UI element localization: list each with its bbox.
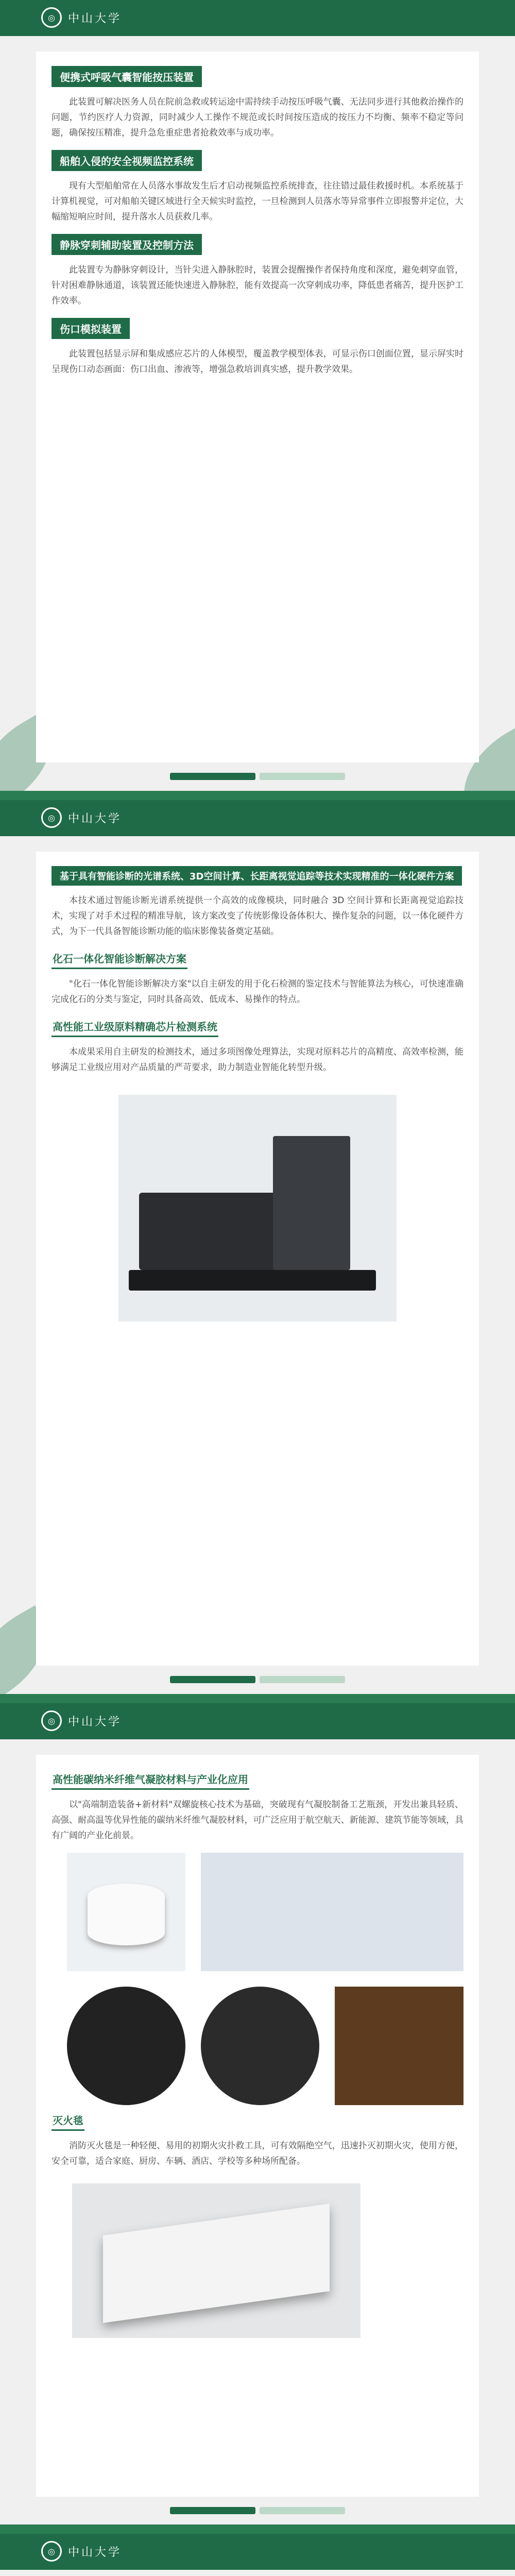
panel-3 xyxy=(0,1703,515,2524)
logo-text: 中山大学 xyxy=(68,2546,122,2559)
logo-text: 中山大学 xyxy=(68,12,122,25)
university-logo xyxy=(41,807,122,828)
aerogel-cylinder xyxy=(88,1884,165,1945)
section-title: 伤口模拟装置 xyxy=(52,318,130,339)
content-card xyxy=(36,1755,479,2497)
section-title: 船舶入侵的安全视频监控系统 xyxy=(52,150,202,171)
product-photo-detector xyxy=(118,1095,397,1321)
section-title: 基于具有智能诊断的光谱系统、3D空间计算、长距离视觉追踪等技术实现精准的一体化硬件方案 xyxy=(52,866,462,886)
panel-divider xyxy=(0,791,515,800)
section-title: 静脉穿刺辅助装置及控制方法 xyxy=(52,234,202,255)
section-body: "化石一体化智能诊断解决方案"以自主研发的用于化石检测的鉴定技术与智能算法为核心，可快速准确完成化石的分类与鉴定，同时具备高效、低成本、易操作的特点。 xyxy=(52,979,464,1005)
content-card xyxy=(36,852,479,1666)
aerogel-photo xyxy=(67,1853,185,1971)
device-body xyxy=(139,1193,294,1270)
header-bar xyxy=(0,800,515,836)
page-indicator xyxy=(170,773,345,780)
fire-blanket-photo xyxy=(72,2183,360,2338)
panel-2 xyxy=(0,800,515,1694)
panel-1 xyxy=(0,0,515,791)
header-bar xyxy=(0,1703,515,1739)
section-title: 便携式呼吸气囊智能按压装置 xyxy=(52,66,202,87)
page-indicator xyxy=(170,1676,345,1683)
aerogel-sheet-photo xyxy=(201,1853,464,1971)
seal-icon: ◎ xyxy=(41,1710,62,1731)
section-body: 此装置包括显示屏和集成感应芯片的人体模型，覆盖教学模型体表，可显示伤口创面位置，显示屏实时呈现伤口动态画面：伤口出血、渗液等，增强急救培训真实感，提升教学效果。 xyxy=(52,349,464,375)
logo-text: 中山大学 xyxy=(68,812,122,825)
seal-icon: ◎ xyxy=(41,807,62,828)
device-arm xyxy=(273,1136,350,1270)
blanket-fold xyxy=(103,2204,330,2323)
university-logo xyxy=(41,1710,122,1731)
university-logo xyxy=(41,2541,122,2562)
section-body: 现有大型船舶常在人员落水事故发生后才启动视频监控系统排查，往往错过最佳救援时机。本系统基于计算机视觉，可对船舶关键区域进行全天候实时监控，一旦检测到人员落水等异常事件立即报警并定位，大幅缩短响应时间，提升落水人员获救几率。 xyxy=(52,181,464,222)
device-base xyxy=(129,1270,376,1291)
section-body: 消防灭火毯是一种轻便、易用的初期火灾扑救工具，可有效隔绝空气，迅速扑灭初期火灾，使用方便，安全可靠，适合家庭、厨房、车辆、酒店、学校等多种场所配备。 xyxy=(52,2141,464,2166)
section-body: 此装置可解决医务人员在院前急救或转运途中需持续手动按压呼吸气囊、无法同步进行其他救治操作的问题，节约医疗人力资源，同时减少人工操作不规范或长时间按压造成的按压力不均衡、频率不稳定等问题，确保按压精准，提升急危重症患者抢救效率与成功率。 xyxy=(52,97,464,138)
university-logo xyxy=(41,7,122,28)
panel-4 xyxy=(0,2534,515,2576)
aerogel-cable-photo-3 xyxy=(335,1987,464,2105)
section-title: 高性能碳纳米纤维气凝胶材料与产业化应用 xyxy=(52,1769,249,1790)
seal-icon: ◎ xyxy=(41,2541,62,2562)
seal-icon: ◎ xyxy=(41,7,62,28)
section-body: 以"高端制造装备+新材料"双螺旋核心技术为基础，突破现有气凝胶制备工艺瓶颈，开发出兼具轻质、高强、耐高温等优异性能的碳纳米纤维气凝胶材料，可广泛应用于航空航天、新能源、建筑节能等领域，具有广阔的产业化前景。 xyxy=(52,1800,464,1841)
header-bar xyxy=(0,0,515,36)
page-indicator xyxy=(170,2507,345,2514)
aerogel-cable-photo-1 xyxy=(67,1987,185,2105)
section-title: 高性能工业级原料精确芯片检测系统 xyxy=(52,1016,218,1037)
section-title: 化石一体化智能诊断解决方案 xyxy=(52,948,187,969)
panel-divider xyxy=(0,1694,515,1703)
content-card xyxy=(36,52,479,762)
header-bar xyxy=(0,2534,515,2570)
section-title: 灭火毯 xyxy=(52,2110,84,2131)
logo-text: 中山大学 xyxy=(68,1715,122,1728)
section-body: 本成果采用自主研发的检测技术，通过多项图像处理算法，实现对原料芯片的高精度、高效率检测，能够满足工业级应用对产品质量的严苛要求，助力制造业智能化转型升级。 xyxy=(52,1047,464,1073)
panel-divider xyxy=(0,2524,515,2534)
aerogel-cable-photo-2 xyxy=(201,1987,319,2105)
section-body: 本技术通过智能诊断光谱系统提供一个高效的成像模块，同时融合 3D 空间计算和长距离视觉追踪技术，实现了对手术过程的精准导航，该方案改变了传统影像设备体积大、操作复杂的问题，以一体化硬件方式，为下一代具备智能诊断功能的临床影像装备奠定基础。 xyxy=(52,895,464,937)
section-body: 此装置专为静脉穿刺设计，当针尖进入静脉腔时，装置会提醒操作者保持角度和深度，避免刺穿血管，针对困难静脉通道，该装置还能快速进入静脉腔，能有效提高一次穿刺成功率，降低患者痛苦，提升医护工作效率。 xyxy=(52,265,464,306)
